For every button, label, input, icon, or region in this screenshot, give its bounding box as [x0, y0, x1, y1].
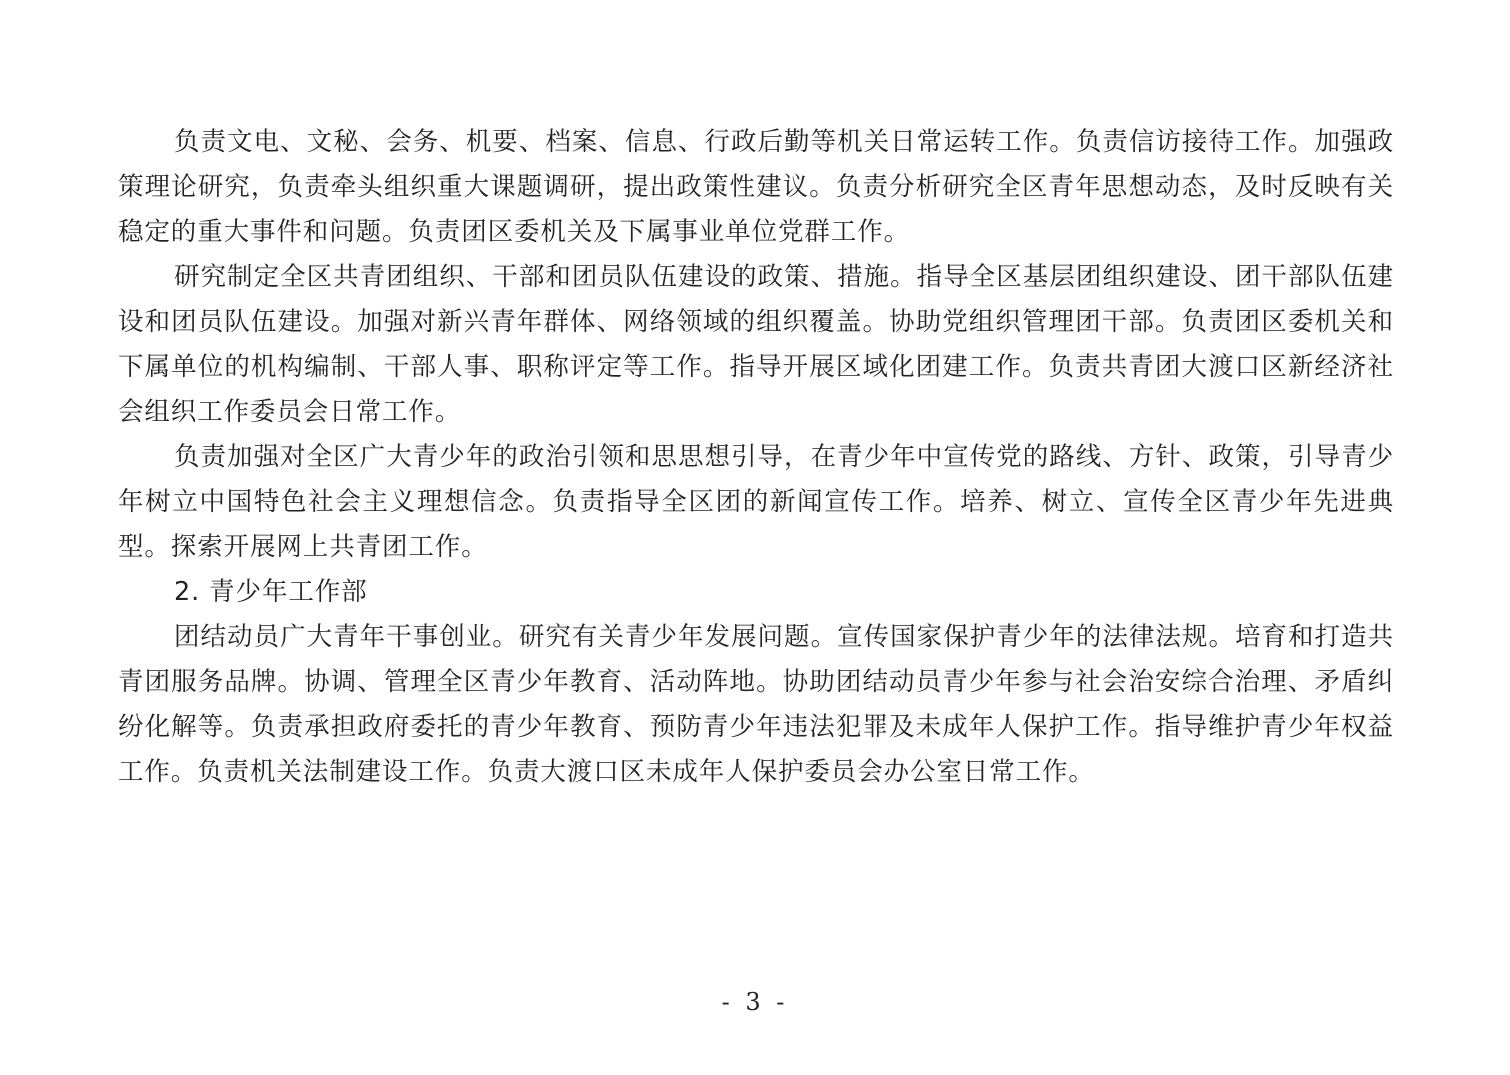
page-number: - 3 -	[721, 988, 789, 1016]
section-title: 青少年工作部	[209, 577, 368, 607]
paragraph-organization-duties: 研究制定全区共青团组织、干部和团员队伍建设的政策、措施。指导全区基层团组织建设、团干部队伍建设和团员队伍建设。加强对新兴青年群体、网络领域的组织覆盖。协助党组织管理团干部。负责团区委机关和下属单位的机构编制、干部人事、职称评定等工作。指导开展区域化团建工作。负责共青团大渡口区新经济社会组织工作委员会日常工作。	[118, 262, 1394, 427]
section-heading	[118, 570, 1394, 615]
paragraph-office-duties: 负责文电、文秘、会务、机要、档案、信息、行政后勤等机关日常运转工作。负责信访接待工作。加强政策理论研究，负责牵头组织重大课题调研，提出政策性建议。负责分析研究全区青年思想动态，及时反映有关稳定的重大事件和问题。负责团区委机关及下属事业单位党群工作。	[118, 127, 1394, 247]
document-body	[118, 120, 1394, 795]
paragraph-youth-work-duties: 团结动员广大青年干事创业。研究有关青少年发展问题。宣传国家保护青少年的法律法规。培育和打造共青团服务品牌。协调、管理全区青少年教育、活动阵地。协助团结动员青少年参与社会治安综合治理、矛盾纠纷化解等。负责承担政府委托的青少年教育、预防青少年违法犯罪及未成年人保护工作。指导维护青少年权益工作。负责机关法制建设工作。负责大渡口区未成年人保护委员会办公室日常工作。	[118, 622, 1394, 787]
section-number: 2.	[174, 577, 201, 607]
paragraph-publicity-duties: 负责加强对全区广大青少年的政治引领和思思想引导，在青少年中宣传党的路线、方针、政策，引导青少年树立中国特色社会主义理想信念。负责指导全区团的新闻宣传工作。培养、树立、宣传全区青少年先进典型。探索开展网上共青团工作。	[118, 442, 1394, 562]
